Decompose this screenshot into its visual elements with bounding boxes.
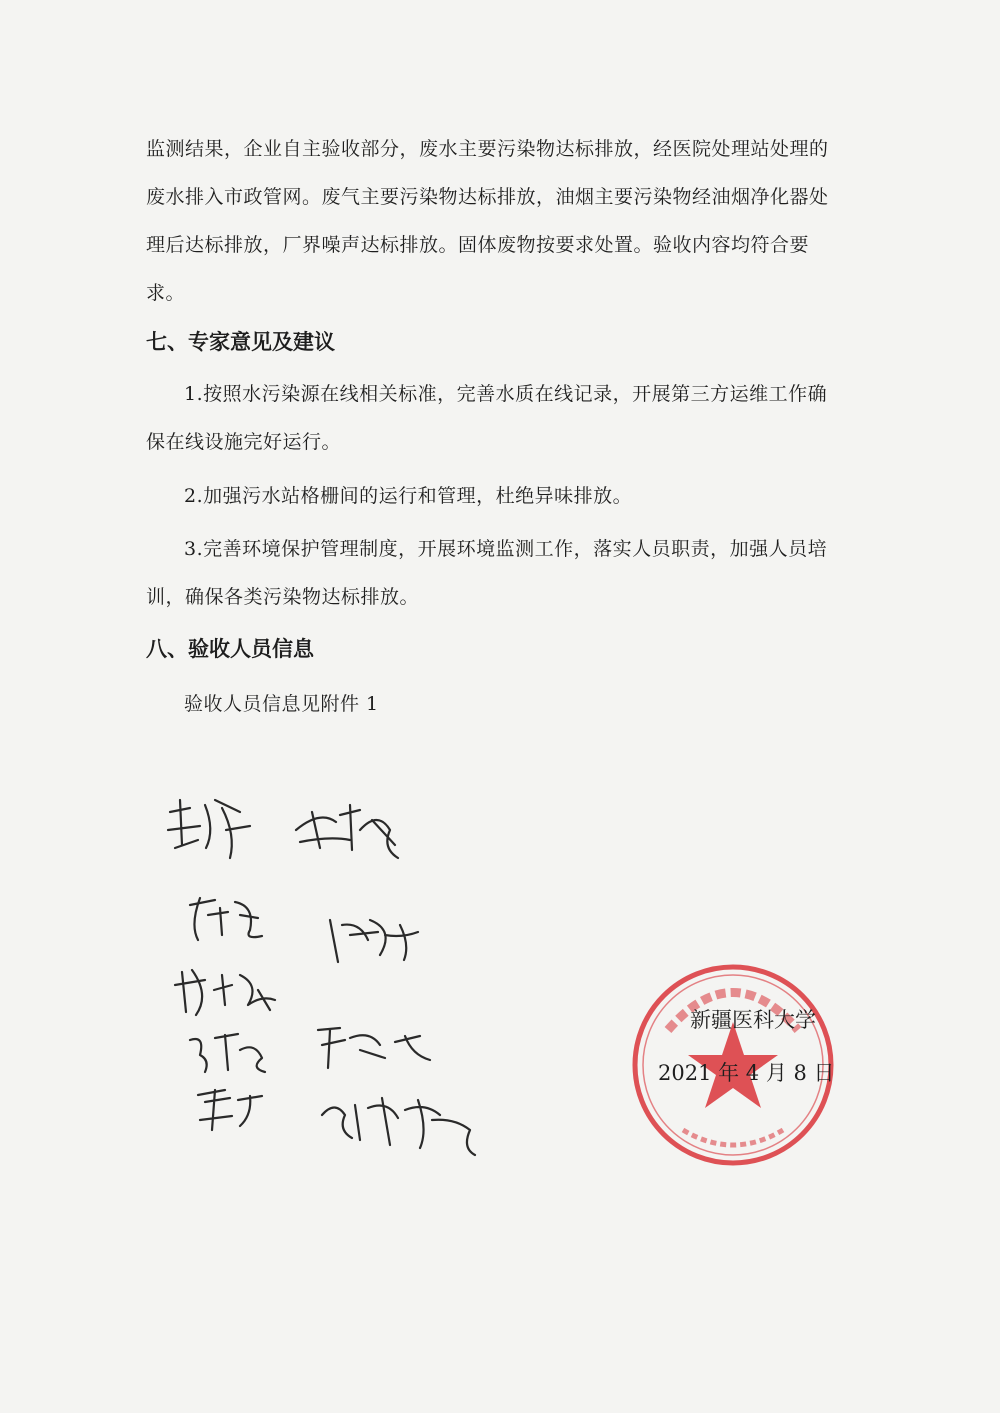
section-8-text: 验收人员信息见附件 1: [184, 693, 379, 715]
intro-paragraph: 监测结果，企业自主验收部分，废水主要污染物达标排放，经医院处理站处理的废水排入市政管网。废气主要污染物达标排放，油烟主要污染物经油烟净化器处理后达标排放，厂界噪声达标排放。固体废物按要求处置。验收内容均符合要求。: [146, 138, 829, 304]
signature-3: [190, 898, 262, 940]
signature-6: [190, 1034, 265, 1072]
suggestion-1: 1.按照水污染源在线相关标准，完善水质在线记录，开展第三方运维工作确保在线设施完好运行。: [146, 383, 828, 453]
section-8-title: 八、验收人员信息: [146, 637, 314, 661]
signature-1: [168, 800, 250, 858]
suggestion-2: 2.加强污水站格栅间的运行和管理，杜绝异味排放。: [184, 485, 633, 507]
signature-4: [330, 920, 418, 962]
suggestion-3: 3.完善环境保护管理制度，开展环境监测工作，落实人员职责，加强人员培训，确保各类污染物达标排放。: [146, 538, 828, 608]
section-7-title: 七、专家意见及建议: [146, 330, 335, 354]
signature-8: [198, 1090, 262, 1130]
signature-9: [322, 1098, 475, 1155]
signature-date: 2021 年 4 月 8 日: [658, 1061, 835, 1085]
signature-organization: 新疆医科大学: [690, 1008, 816, 1032]
signature-5: [175, 970, 275, 1015]
signature-7: [318, 1028, 430, 1068]
signature-2: [296, 805, 398, 858]
